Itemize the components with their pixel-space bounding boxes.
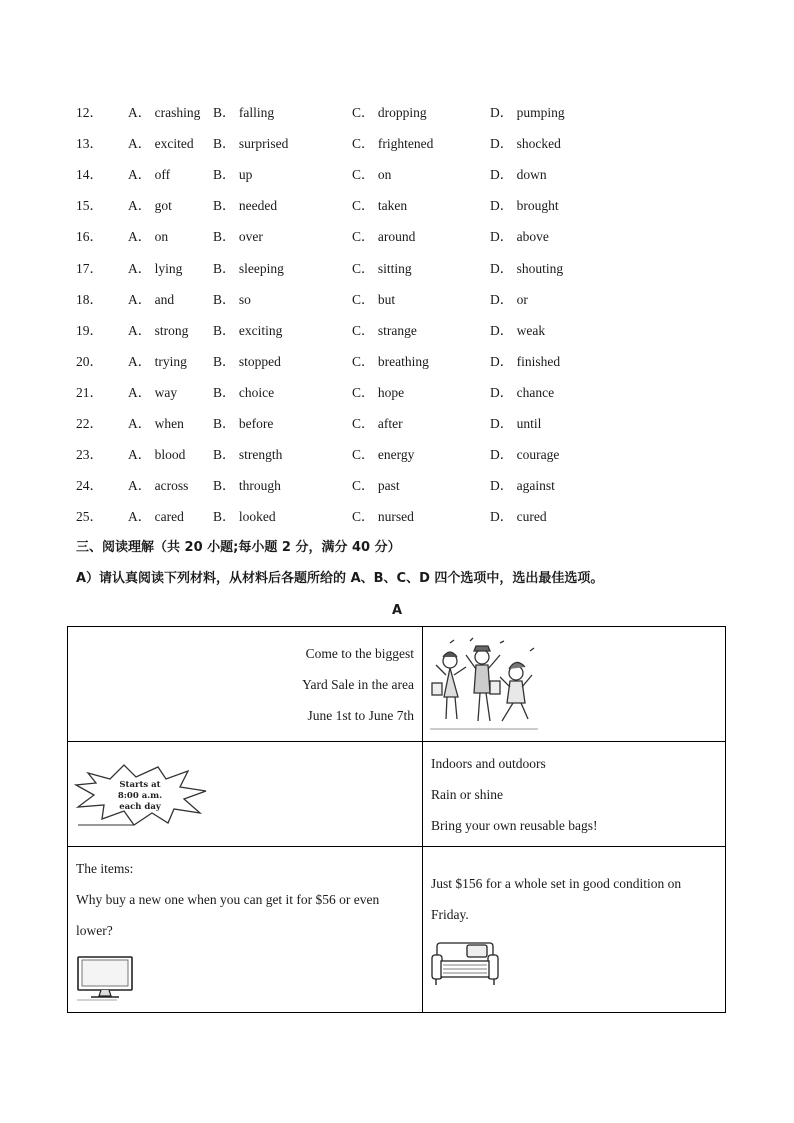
option-a: A． cared (128, 509, 184, 525)
section-title: 三、阅读理解（共 20 小题;每小题 2 分，满分 40 分） (76, 540, 401, 555)
option-c: C． dropping (352, 105, 427, 120)
option-d: D． shocked (490, 136, 561, 152)
option-c: C． breathing (352, 353, 429, 369)
option-c: C． strange (352, 322, 417, 338)
starts-at-badge (74, 763, 208, 827)
question-row (0, 103, 794, 123)
ad-date-line: June 1st to June 7th (307, 708, 414, 723)
question-number: 21． (76, 384, 103, 400)
question-row (0, 290, 794, 310)
question-number: 17． (76, 260, 103, 276)
badge-line: each day (119, 802, 161, 812)
question-row (0, 476, 794, 496)
option-a: A． blood (128, 447, 186, 463)
question-number: 13． (76, 136, 103, 152)
question-row (0, 134, 794, 154)
option-b: B． through (213, 478, 281, 494)
ad-note-line: Bring your own reusable bags! (431, 818, 598, 833)
question-row (0, 507, 794, 527)
question-row (0, 165, 794, 185)
option-d: D． above (490, 229, 549, 245)
question-number: 12． (76, 105, 103, 120)
option-a: A． and (128, 291, 175, 307)
passage-label: A (391, 603, 403, 618)
option-a: A． trying (128, 353, 187, 369)
option-c: C． nursed (352, 509, 414, 525)
question-number: 15． (76, 198, 103, 214)
option-b: B． stopped (213, 353, 281, 369)
ad-note-line: Indoors and outdoors (431, 756, 546, 771)
items-heading: The items: (76, 861, 134, 876)
option-d: D． weak (490, 322, 546, 338)
option-b: B． falling (213, 105, 275, 120)
option-b: B． before (213, 416, 274, 431)
question-row (0, 445, 794, 465)
ad-headline-line: Come to the biggest (305, 646, 414, 661)
question-row (0, 321, 794, 341)
ad-note-line: Rain or shine (431, 787, 503, 802)
option-d: D． down (490, 167, 547, 183)
option-c: C． sitting (352, 260, 412, 276)
option-d: D． until (490, 416, 542, 431)
option-d: D． pumping (490, 105, 565, 120)
option-a: A． on (128, 229, 169, 245)
question-row (0, 196, 794, 216)
option-c: C． around (352, 229, 416, 245)
option-d: D． against (490, 478, 555, 494)
option-a: A． crashing (128, 105, 201, 120)
yard-sale-ad-table (67, 626, 726, 1013)
question-row (0, 352, 794, 372)
question-row (0, 414, 794, 434)
option-c: C． on (352, 167, 392, 183)
monitor-illustration (77, 956, 135, 1002)
question-number: 20． (76, 353, 103, 369)
option-a: A． lying (128, 260, 183, 276)
option-a: A． across (128, 478, 189, 494)
option-c: C． past (352, 478, 400, 494)
ad-headline-line: Yard Sale in the area (302, 677, 414, 692)
sofa-text: Just $156 for a whole set in good condition on (431, 876, 682, 891)
shoppers-illustration (430, 637, 540, 731)
question-number: 22． (76, 416, 103, 431)
option-a: A． off (128, 167, 171, 183)
option-c: C． taken (352, 198, 408, 214)
option-b: B． needed (213, 198, 278, 214)
items-text: Why buy a new one when you can get it for $56 or even (76, 892, 380, 907)
question-number: 23． (76, 447, 103, 463)
option-c: C． energy (352, 447, 415, 463)
option-d: D． courage (490, 447, 560, 463)
option-b: B． so (213, 291, 251, 307)
option-d: D． cured (490, 509, 547, 525)
option-a: A． when (128, 416, 184, 431)
option-b: B． up (213, 167, 253, 183)
items-text: lower? (76, 923, 113, 938)
option-a: A． strong (128, 322, 189, 338)
section-instruction: A）请认真阅读下列材料，从材料后各题所给的 A、B、C、D 四个选项中，选出最佳选项。 (76, 571, 604, 586)
question-number: 24． (76, 478, 103, 494)
question-number: 18． (76, 291, 103, 307)
question-row (0, 383, 794, 403)
option-b: B． over (213, 229, 263, 245)
question-number: 25． (76, 509, 103, 525)
badge-line: 8:00 a.m. (117, 791, 163, 801)
option-b: B． choice (213, 384, 275, 400)
row-divider (68, 741, 725, 742)
sofa-text: Friday. (431, 907, 469, 922)
option-d: D． finished (490, 353, 561, 369)
option-c: C． frightened (352, 136, 434, 152)
question-number: 14． (76, 167, 103, 183)
column-divider (422, 627, 423, 1012)
row-divider (68, 846, 725, 847)
option-d: D． chance (490, 384, 555, 400)
option-c: C． after (352, 416, 403, 431)
question-number: 19． (76, 322, 103, 338)
option-a: A． way (128, 384, 178, 400)
sofa-illustration (431, 939, 501, 987)
question-number: 16． (76, 229, 103, 245)
option-c: C． but (352, 291, 396, 307)
question-row (0, 227, 794, 247)
option-d: D． shouting (490, 260, 564, 276)
option-b: B． strength (213, 447, 283, 463)
option-b: B． looked (213, 509, 276, 525)
option-b: B． surprised (213, 136, 289, 152)
option-a: A． got (128, 198, 172, 214)
option-d: D． or (490, 291, 528, 307)
option-c: C． hope (352, 384, 405, 400)
option-d: D． brought (490, 198, 559, 214)
question-row (0, 259, 794, 279)
option-a: A． excited (128, 136, 194, 152)
option-b: B． exciting (213, 322, 283, 338)
badge-line: Starts at (119, 780, 161, 790)
option-b: B． sleeping (213, 260, 284, 276)
